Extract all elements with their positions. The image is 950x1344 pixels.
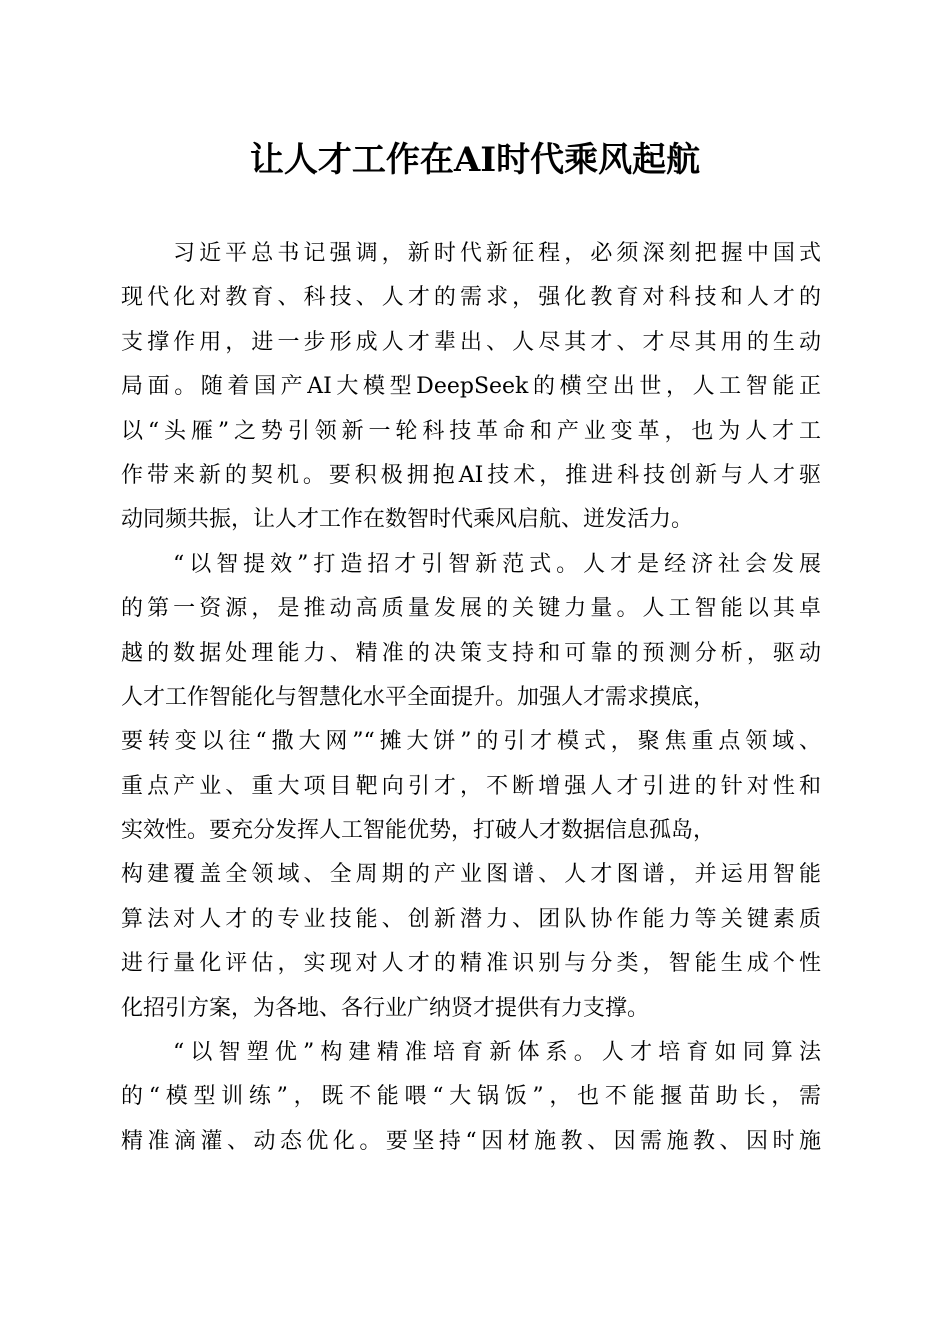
- text-line: “以智塑优”构建精准培育新体系。人才培育如同算法: [173, 1040, 821, 1066]
- text-line: 局面。随着国产AI大模型DeepSeek的横空出世，人工智能正: [121, 374, 821, 400]
- document-title: 让人才工作在AI时代乘风起航: [249, 140, 701, 180]
- text-line: 越的数据处理能力、精准的决策支持和可靠的预测分析，驱动: [121, 640, 821, 666]
- text-line: 重点产业、重大项目靶向引才，不断增强人才引进的针对性和: [121, 773, 821, 799]
- text-line: 构建覆盖全领域、全周期的产业图谱、人才图谱，并运用智能: [121, 862, 821, 888]
- text-line: 动同频共振，让人才工作在数智时代乘风启航、迸发活力。: [121, 507, 694, 533]
- text-line: 进行量化评估，实现对人才的精准识别与分类，智能生成个性: [121, 951, 821, 977]
- text-line: 习近平总书记强调，新时代新征程，必须深刻把握中国式: [173, 241, 821, 266]
- text-line: 以“头雁”之势引领新一轮科技革命和产业变革，也为人才工: [121, 418, 821, 444]
- text-line: 人才工作智能化与智慧化水平全面提升。加强人才需求摸底，: [121, 684, 716, 710]
- document-body: [121, 232, 821, 1164]
- text-line: 要转变以往“撒大网”“摊大饼”的引才模式，聚焦重点领域、: [121, 729, 821, 755]
- text-line: 实效性。要充分发挥人工智能优势，打破人才数据信息孤岛，: [121, 818, 716, 844]
- text-line: 化招引方案，为各地、各行业广纳贤才提供有力支撑。: [121, 995, 650, 1021]
- text-line: 的第一资源，是推动高质量发展的关键力量。人工智能以其卓: [121, 596, 821, 622]
- text-line: 现代化对教育、科技、人才的需求，强化教育对科技和人才的: [121, 285, 821, 311]
- text-line: 算法对人才的专业技能、创新潜力、团队协作能力等关键素质: [121, 906, 821, 932]
- text-line: 的“模型训练”，既不能喂“大锅饭”，也不能揠苗助长，需: [121, 1084, 821, 1110]
- text-line: 作带来新的契机。要积极拥抱AI技术，推进科技创新与人才驱: [121, 462, 821, 488]
- text-line: “以智提效”打造招才引智新范式。人才是经济社会发展: [173, 551, 821, 577]
- text-line: 精准滴灌、动态优化。要坚持“因材施教、因需施教、因时施: [121, 1128, 821, 1154]
- text-line: 支撑作用，进一步形成人才辈出、人尽其才、才尽其用的生动: [121, 329, 821, 355]
